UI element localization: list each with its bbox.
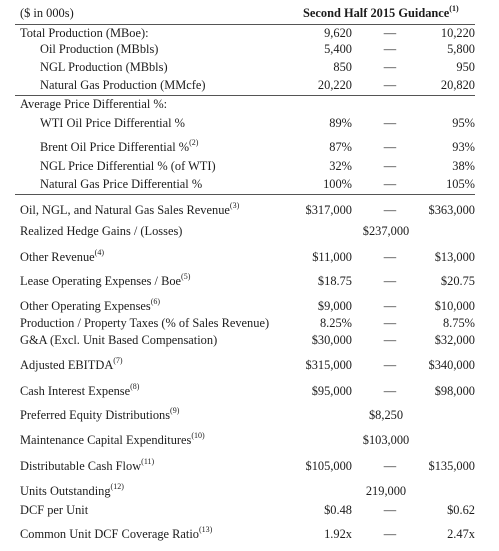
range-dash: — — [383, 78, 397, 92]
row-high: 95% — [452, 116, 475, 130]
row-label-text: Lease Operating Expenses / Boe — [20, 274, 182, 288]
row-value: $8,250 — [368, 408, 404, 422]
row-low: $105,000 — [305, 459, 352, 473]
range-dash: — — [383, 177, 397, 191]
footnote: (11) — [141, 457, 155, 466]
range-dash: — — [383, 116, 397, 130]
footnote: (12) — [110, 482, 124, 491]
row-low: 1.92x — [324, 527, 352, 541]
row-high: $13,000 — [434, 250, 475, 264]
row-label — [20, 299, 160, 314]
row-label — [20, 408, 179, 423]
row-low: $30,000 — [311, 333, 352, 347]
row-label-text: Other Revenue — [20, 250, 95, 264]
row-label: WTI Oil Price Differential % — [40, 116, 185, 130]
row-label — [20, 527, 212, 542]
row-low: 89% — [329, 116, 352, 130]
footnote: (5) — [181, 272, 191, 281]
row-label — [20, 384, 139, 399]
footnote: (10) — [191, 431, 205, 440]
row-label: Total Production (MBoe): — [20, 26, 149, 40]
range-dash: — — [383, 250, 397, 264]
row-label-text: Maintenance Capital Expenditures — [20, 433, 192, 447]
range-dash: — — [383, 384, 397, 398]
footnote: (4) — [94, 248, 104, 257]
row-high: $10,000 — [434, 299, 475, 313]
row-high: 950 — [456, 60, 475, 74]
units-label: ($ in 000s) — [20, 6, 74, 20]
row-label: G&A (Excl. Unit Based Compensation) — [20, 333, 218, 347]
row-low: $95,000 — [311, 384, 352, 398]
row-low: 100% — [323, 177, 352, 191]
row-high: $32,000 — [434, 333, 475, 347]
row-label: Realized Hedge Gains / (Losses) — [20, 224, 183, 238]
row-high: 10,220 — [440, 26, 475, 40]
row-label-text: Brent Oil Price Differential % — [40, 140, 190, 154]
range-dash: — — [383, 274, 397, 288]
header-divider — [15, 24, 475, 25]
row-label — [20, 459, 154, 474]
row-label: Natural Gas Price Differential % — [40, 177, 203, 191]
row-label-text: Common Unit DCF Coverage Ratio — [20, 527, 199, 541]
footnote: (6) — [150, 297, 161, 306]
row-label — [20, 358, 123, 373]
range-dash: — — [383, 358, 397, 372]
range-dash: — — [383, 140, 397, 154]
range-dash: — — [383, 527, 397, 541]
range-dash: — — [383, 60, 397, 74]
row-high: $135,000 — [428, 459, 475, 473]
guidance-title — [303, 6, 459, 21]
row-label-text: Cash Interest Expense — [20, 384, 131, 398]
row-label-text: Adjusted EBITDA — [20, 358, 114, 372]
row-high: 2.47x — [447, 527, 475, 541]
range-dash: — — [383, 333, 397, 347]
row-high: $98,000 — [434, 384, 475, 398]
row-low: $11,000 — [312, 250, 352, 264]
section-divider — [15, 95, 475, 96]
range-dash: — — [383, 26, 397, 40]
row-label: Production / Property Taxes (% of Sales Revenue) — [20, 316, 270, 330]
row-label-text: Oil, NGL, and Natural Gas Sales Revenue — [20, 203, 230, 217]
row-low: 87% — [329, 140, 352, 154]
row-low: 850 — [333, 60, 352, 74]
row-label: Natural Gas Production (MMcfe) — [40, 78, 206, 92]
row-value: $103,000 — [362, 433, 410, 447]
row-high: 20,820 — [440, 78, 475, 92]
row-value: 219,000 — [365, 484, 407, 498]
range-dash: — — [383, 299, 397, 313]
row-low: 8.25% — [319, 316, 352, 330]
guidance-title-text: Second Half 2015 Guidance — [303, 6, 450, 20]
row-high: 5,800 — [447, 42, 475, 56]
row-high: 8.75% — [442, 316, 475, 330]
guidance-footnote: (1) — [449, 4, 459, 13]
footnote: (9) — [170, 406, 180, 415]
section-divider — [15, 194, 475, 195]
row-label — [20, 203, 239, 218]
row-label-text: Preferred Equity Distributions — [20, 408, 171, 422]
row-label — [40, 140, 198, 155]
range-dash: — — [383, 42, 397, 56]
row-label-text: Distributable Cash Flow — [20, 459, 142, 473]
row-high: $20.75 — [440, 274, 475, 288]
row-label: Oil Production (MBbls) — [40, 42, 159, 56]
row-high: $0.62 — [447, 503, 475, 517]
range-dash: — — [383, 316, 397, 330]
row-label-text: Other Operating Expenses — [20, 299, 151, 313]
row-label: DCF per Unit — [20, 503, 89, 517]
range-dash: — — [383, 503, 397, 517]
row-high: 38% — [452, 159, 475, 173]
row-low: 5,400 — [324, 42, 352, 56]
row-low: $9,000 — [317, 299, 352, 313]
range-dash: — — [383, 159, 397, 173]
range-dash: — — [383, 459, 397, 473]
row-value: $237,000 — [362, 224, 410, 238]
row-label-text: Units Outstanding — [20, 484, 111, 498]
row-label: NGL Production (MBbls) — [40, 60, 168, 74]
row-label — [20, 433, 205, 448]
row-high: $340,000 — [428, 358, 475, 372]
row-high: 105% — [446, 177, 475, 191]
row-label — [20, 250, 104, 265]
row-label: Average Price Differential %: — [20, 97, 168, 111]
row-low: 32% — [329, 159, 352, 173]
row-label — [20, 484, 124, 499]
range-dash: — — [383, 203, 397, 217]
row-low: 20,220 — [317, 78, 352, 92]
row-low: 9,620 — [324, 26, 352, 40]
footnote: (7) — [113, 356, 123, 365]
row-low: $315,000 — [305, 358, 352, 372]
row-low: $317,000 — [305, 203, 352, 217]
footnote: (8) — [130, 382, 140, 391]
row-low: $0.48 — [324, 503, 352, 517]
row-label: NGL Price Differential % (of WTI) — [40, 159, 216, 173]
row-label — [20, 274, 190, 289]
footnote: (2) — [189, 138, 199, 147]
row-high: 93% — [452, 140, 475, 154]
footnote: (13) — [198, 525, 213, 534]
footnote: (3) — [229, 201, 240, 210]
row-low: $18.75 — [317, 274, 352, 288]
row-high: $363,000 — [428, 203, 475, 217]
